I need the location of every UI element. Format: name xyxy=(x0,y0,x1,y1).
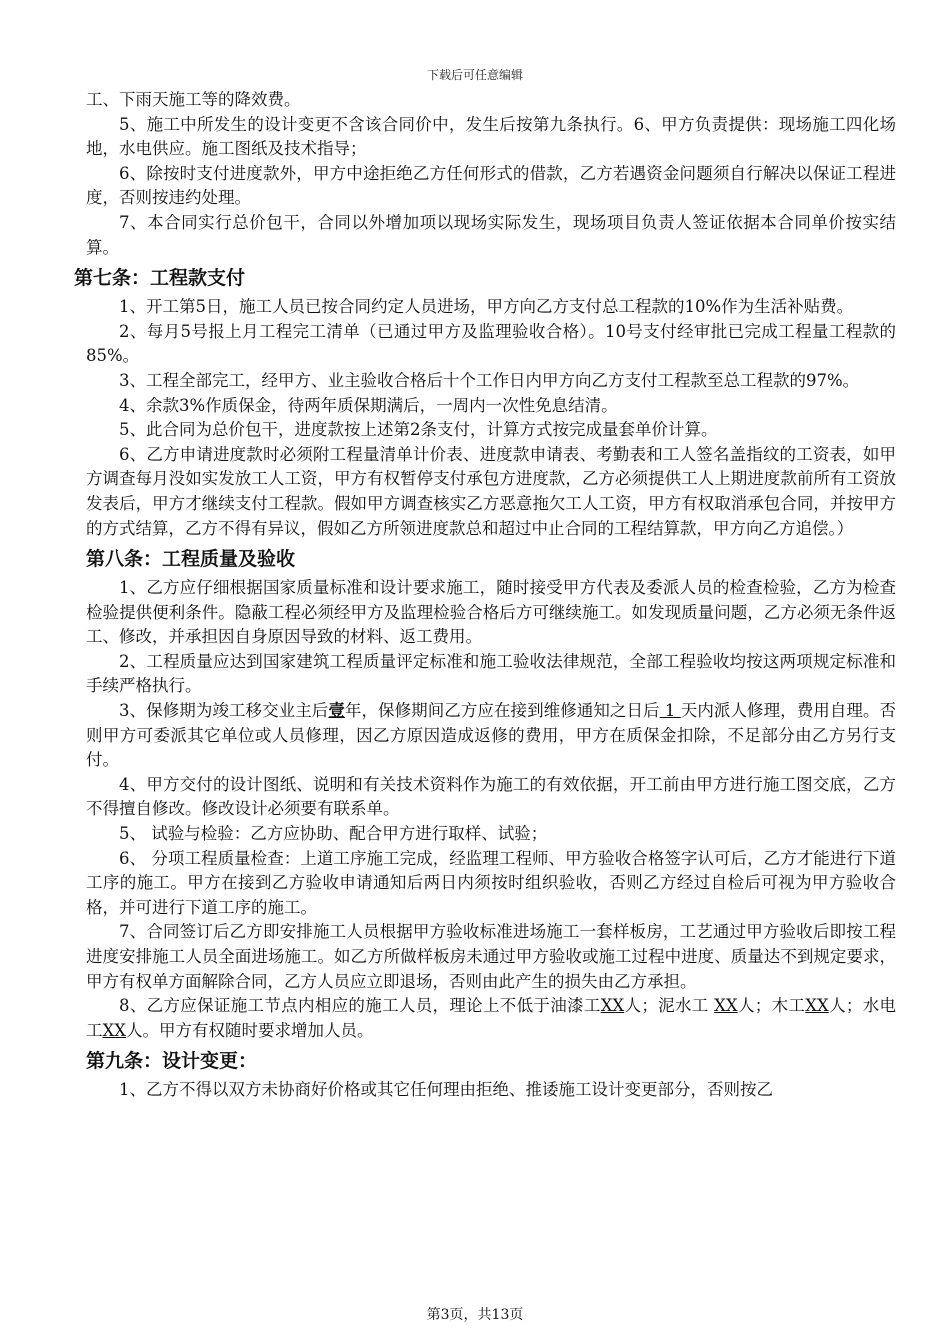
total-pages: 13 xyxy=(491,1307,510,1323)
mason-count: XX xyxy=(714,996,738,1016)
paragraph: 7、合同签订后乙方即安排施工人员根据甲方验收标准进场施工一套样板房，工艺通过甲方验收后即按工程进度安排施工人员全面进场施工。如乙方所做样板房未通过甲方验收或施工过程中进度、质量达不到规定要求，甲方有权单方面解除合同，乙方人员应立即退场，否则由此产生的损失由乙方承担。 xyxy=(86,922,896,991)
paragraph-staffing xyxy=(86,994,896,1043)
text-run: 年，保修期间乙方应在接到维修通知之日后 xyxy=(344,701,660,721)
section-heading-7: 第七条：工程款支付 xyxy=(74,267,246,290)
page-footer xyxy=(0,1304,950,1324)
text-run: 人；水电工 xyxy=(86,996,897,1040)
paragraph: 2、每月5号报上月工程完工清单（已通过甲方及监理验收合格）。10号支付经审批已完成工程量工程款的85%。 xyxy=(86,321,896,366)
repair-days: 1 xyxy=(659,701,681,721)
electrician-count: XX xyxy=(102,1020,126,1040)
painter-count: XX xyxy=(600,996,625,1016)
paragraph: 1、乙方应仔细根据国家质量标准和设计要求施工，随时接受甲方代表及委派人员的检查检验，乙方为检查检验提供便利条件。隐蔽工程必须经甲方及监理检验合格后方可继续施工。如发现质量问题，乙方必须无条件返工、修改，并承担因自身原因导致的材料、返工费用。 xyxy=(86,578,896,647)
paragraph: 2、工程质量应达到国家建筑工程质量评定标准和施工验收法律规范，全部工程验收均按这两项规定标准和手续严格执行。 xyxy=(86,651,896,696)
paragraph: 7、本合同实行总价包干，合同以外增加项以现场实际发生，现场项目负责人签证依据本合同单价按实结算。 xyxy=(86,212,896,257)
footer-text: 页，共 xyxy=(449,1307,492,1323)
paragraph: 3、工程全部完工，经甲方、业主验收合格后十个工作日内甲方向乙方支付工程款至总工程款的97%。 xyxy=(119,370,860,390)
carpenter-count: XX xyxy=(805,996,829,1016)
document-body xyxy=(74,88,897,1103)
paragraph: 6、除按时支付进度款外，甲方中途拒绝乙方任何形式的借款，乙方若遇资金问题须自行解决以保证工程进度，否则按违约处理。 xyxy=(86,163,896,208)
text-run: 人；泥水工 xyxy=(624,996,715,1016)
paragraph: 5、 试验与检验：乙方应协助、配合甲方进行取样、试验； xyxy=(119,824,548,844)
text-run: 人。甲方有权随时要求增加人员。 xyxy=(126,1020,374,1040)
text-run: 3、保修期为竣工移交业主后 xyxy=(119,701,329,721)
paragraph: 工、下雨天施工等的降效费。 xyxy=(86,90,301,109)
section-heading-9: 第九条：设计变更： xyxy=(86,1050,258,1073)
paragraph: 1、乙方不得以双方未协商好价格或其它任何理由拒绝、推诿施工设计变更部分，否则按乙 xyxy=(119,1080,773,1100)
text-run: 8、乙方应保证施工节点内相应的施工人员，理论上不低于油漆工 xyxy=(119,996,601,1016)
paragraph: 4、甲方交付的设计图纸、说明和有关技术资料作为施工的有效依据，开工前由甲方进行施工图交底，乙方不得擅自修改。修改设计必须要有联系单。 xyxy=(86,774,896,819)
warranty-years: 壹 xyxy=(328,701,345,721)
footer-text: 第 xyxy=(426,1307,441,1323)
footer-text: 页 xyxy=(509,1307,524,1323)
paragraph: 6、 分项工程质量检查：上道工序施工完成，经监理工程师、甲方验收合格签字认可后，乙方才能进行下道工序的施工。甲方在接到乙方验收申请通知后两日内须按时组织验收，否则乙方经过自检后可视为甲方验收合格，并可进行下道工序的施工。 xyxy=(86,848,896,917)
paragraph: 4、余款3%作质保金，待两年质保期满后，一周内一次性免息结清。 xyxy=(119,395,618,415)
current-page: 3 xyxy=(440,1307,450,1323)
paragraph: 5、施工中所发生的设计变更不含该合同价中，发生后按第九条执行。6、甲方负责提供：现场施工四化场地，水电供应。施工图纸及技术指导； xyxy=(86,114,896,159)
paragraph-warranty xyxy=(86,699,896,773)
paragraph: 6、乙方申请进度款时必须附工程量清单计价表、进度款申请表、考勤表和工人签名盖指纹的工资表，如甲方调查每月没如实发放工人工资，甲方有权暂停支付承包方进度款，乙方必须提供工人上期进度款前所有工资放发表后，甲方才继续支付工程款。假如甲方调查核实乙方恶意拖欠工人工资，甲方有权取消承包合同，并按甲方的方式结算，乙方不得有异议，假如乙方所领进度款总和超过中止合同的工程结算款，甲方向乙方追偿。） xyxy=(86,444,896,538)
text-run: 天内派人修理，费用自理。否则甲方可委派其它单位或人员修理，因乙方原因造成返修的费用，甲方在质保金扣除，不足部分由乙方另行支付。 xyxy=(86,701,897,770)
paragraph: 5、此合同为总价包干，进度款按上述第2条支付，计算方式按完成量套单价计算。 xyxy=(119,420,718,440)
text-run: 人；木工 xyxy=(737,996,806,1016)
section-heading-8: 第八条：工程质量及验收 xyxy=(86,548,296,571)
page-header: 下载后可任意编辑 xyxy=(426,68,523,82)
paragraph: 1、开工第5日，施工人员已按合同约定人员进场，甲方向乙方支付总工程款的10%作为生活补贴费。 xyxy=(119,297,854,317)
